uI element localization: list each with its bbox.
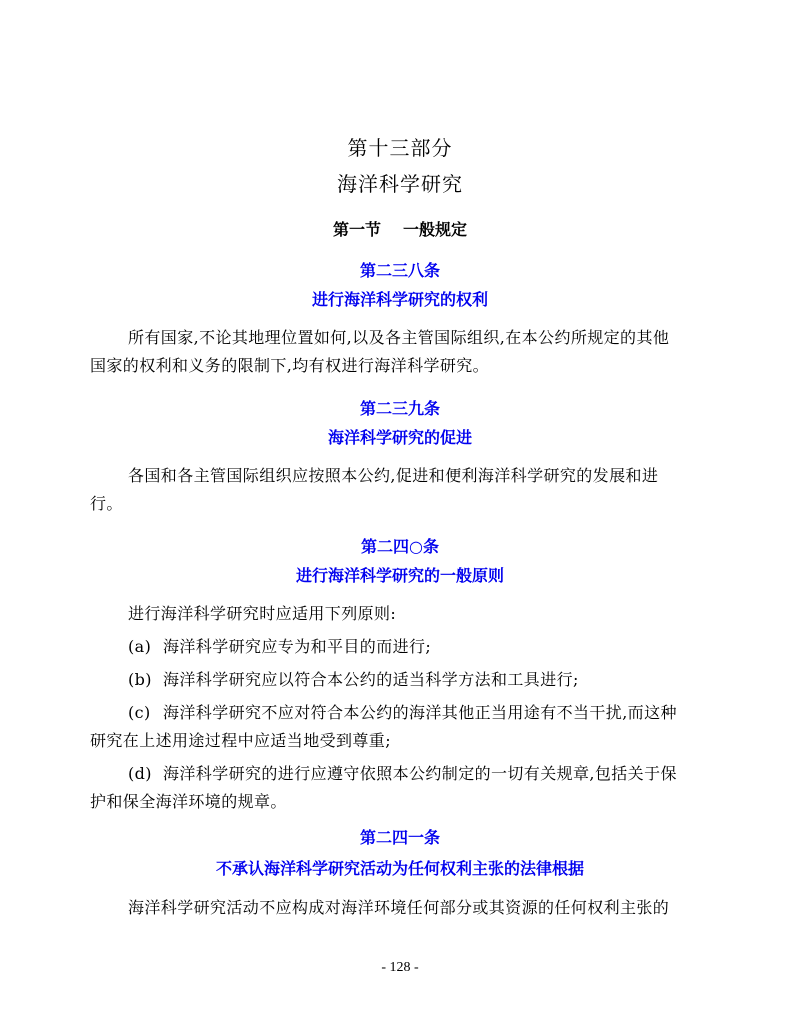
article-paragraph bbox=[90, 894, 710, 922]
list-item bbox=[128, 666, 710, 694]
paragraph-line: 海洋科学研究活动不应构成对海洋环境任何部分或其资源的任何权利主张的 bbox=[128, 898, 670, 917]
section-title: 一般规定 bbox=[403, 220, 468, 239]
list-item-continuation: 研究在上述用途过程中应适当地受到尊重; bbox=[90, 731, 391, 750]
part-title: 海洋科学研究 bbox=[337, 172, 463, 196]
list-item bbox=[128, 760, 710, 788]
list-item bbox=[128, 699, 710, 727]
section-heading bbox=[0, 217, 800, 240]
page-number: - 128 - bbox=[381, 960, 419, 975]
article-intro: 进行海洋科学研究时应适用下列原则: bbox=[128, 604, 397, 623]
list-item bbox=[128, 633, 710, 661]
list-item-text: 海洋科学研究的进行应遵守依照本公约制定的一切有关规章,包括关于保 bbox=[163, 764, 677, 783]
article-title: 进行海洋科学研究的一般原则 bbox=[295, 566, 504, 585]
list-item-label: (a) bbox=[128, 637, 152, 656]
article-paragraph bbox=[90, 462, 710, 518]
list-item-continuation: 护和保全海洋环境的规章。 bbox=[90, 792, 287, 811]
article-paragraph bbox=[90, 324, 710, 380]
paragraph-line: 所有国家,不论其地理位置如何,以及各主管国际组织,在本公约所规定的其他 bbox=[128, 328, 670, 347]
list-item-text: 海洋科学研究应专为和平目的而进行; bbox=[163, 637, 432, 656]
part-number: 第十三部分 bbox=[347, 136, 453, 160]
article-number: 第二四一条 bbox=[359, 828, 440, 847]
section-number: 第一节 bbox=[332, 220, 381, 239]
list-item-text: 海洋科学研究应以符合本公约的适当科学方法和工具进行; bbox=[163, 670, 579, 689]
paragraph-line: 行。 bbox=[90, 494, 123, 513]
article-title: 进行海洋科学研究的权利 bbox=[311, 290, 488, 309]
article-title: 不承认海洋科学研究活动为任何权利主张的法律根据 bbox=[215, 859, 584, 878]
list-item-label: (c) bbox=[128, 703, 151, 722]
paragraph-line: 各国和各主管国际组织应按照本公约,促进和便利海洋科学研究的发展和进 bbox=[128, 466, 659, 485]
article-number: 第二三九条 bbox=[359, 399, 440, 418]
paragraph-line: 国家的权利和义务的限制下,均有权进行海洋科学研究。 bbox=[90, 356, 490, 375]
list-item-label: (d) bbox=[128, 764, 152, 783]
article-number: 第二三八条 bbox=[359, 261, 440, 280]
list-item-label: (b) bbox=[128, 670, 152, 689]
article-number: 第二四○条 bbox=[361, 537, 439, 556]
list-item-text: 海洋科学研究不应对符合本公约的海洋其他正当用途有不当干扰,而这种 bbox=[163, 703, 677, 722]
article-title: 海洋科学研究的促进 bbox=[327, 428, 472, 447]
